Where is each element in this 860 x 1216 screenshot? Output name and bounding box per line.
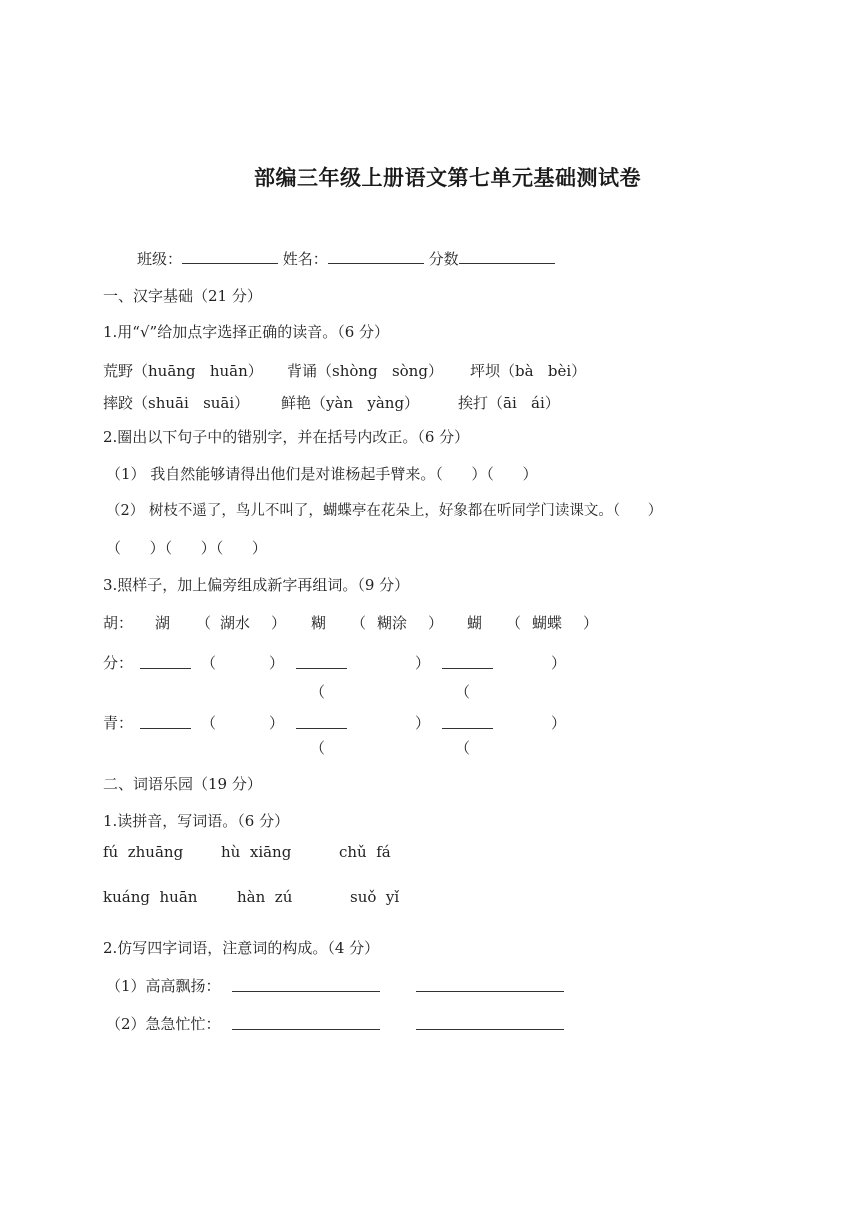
s2-q2-prompt: 2.仿写四字词语，注意词的构成。（4 分） <box>103 939 380 957</box>
q3-prompt: 3.照样子，加上偏旁组成新字再组词。（9 分） <box>103 576 410 594</box>
q1-option-5[interactable]: 鲜艳（yàn yàng） <box>281 394 420 412</box>
class-label: 班级： <box>137 250 183 268</box>
name-label: 姓名： <box>282 250 328 268</box>
example-word-3: 蝴蝶 <box>532 614 563 632</box>
example-rparen-3: ） <box>583 614 599 632</box>
example-lparen-2: （ <box>351 614 367 632</box>
q2-prompt: 2.圈出以下句子中的错别字，并在括号内改正。（6 分） <box>103 428 470 446</box>
s2-q1-prompt: 1.读拼音，写词语。（6 分） <box>103 812 290 830</box>
q2-sentence-2[interactable]: （2） 树枝不遥了，鸟儿不叫了，蝴蝶亭在花朵上，好象都在听同学门读课文。（ ） <box>106 503 663 519</box>
pinyin-3: chǔ fá <box>339 843 391 861</box>
page-title: 部编三年级上册语文第七单元基础测试卷 <box>254 166 641 190</box>
pinyin-4: kuáng huān <box>103 888 198 906</box>
example-char-2: 糊 <box>311 614 327 632</box>
score-blank[interactable] <box>459 248 555 264</box>
q1-option-3[interactable]: 坪坝（bà bèi） <box>470 362 587 380</box>
example-rparen-2: ） <box>428 614 444 632</box>
item2-blank-1[interactable] <box>232 1014 380 1030</box>
example-word-1: 湖水 <box>220 614 251 632</box>
example-lparen-3: （ <box>506 614 522 632</box>
pinyin-2: hù xiāng <box>221 843 292 861</box>
qing-lparen-3: （ <box>455 739 471 757</box>
q2-sentence-1[interactable]: （1） 我自然能够请得出他们是对谁杨起手臂来。（ ）（ ） <box>106 465 538 483</box>
example-rparen-1: ） <box>271 614 287 632</box>
item1-blank-1[interactable] <box>232 976 380 992</box>
example-char-1: 湖 <box>155 614 171 632</box>
q1-option-4[interactable]: 摔跤（shuāi suāi） <box>103 394 250 412</box>
q3-example-row <box>103 613 133 633</box>
qing-lparen-2: （ <box>310 739 326 757</box>
fen-blank-3[interactable] <box>442 653 493 669</box>
example-lparen-1: （ <box>196 614 212 632</box>
item1-blank-2[interactable] <box>416 976 564 992</box>
fen-lparen-1: （ <box>201 654 217 672</box>
name-blank[interactable] <box>328 248 424 264</box>
q1-option-2[interactable]: 背诵（shòng sòng） <box>287 362 443 380</box>
item2-blank-2[interactable] <box>416 1014 564 1030</box>
fen-blank-2[interactable] <box>296 653 347 669</box>
fen-rparen-2: ） <box>415 654 431 672</box>
qing-rparen-3: ） <box>551 714 567 732</box>
qing-lparen-1: （ <box>201 714 217 732</box>
fen-rparen-3: ） <box>551 654 567 672</box>
fen-lparen-2: （ <box>310 683 326 701</box>
qing-blank-3[interactable] <box>442 713 493 729</box>
q3-row-qing-label: 青： <box>103 714 134 732</box>
section1-heading: 一、汉字基础（21 分） <box>103 287 262 305</box>
pinyin-5: hàn zú <box>237 888 293 906</box>
qing-rparen-2: ） <box>415 714 431 732</box>
qing-blank-1[interactable] <box>140 713 191 729</box>
s2-q2-item-2: （2）急急忙忙： <box>106 1015 221 1033</box>
qing-blank-2[interactable] <box>296 713 347 729</box>
pinyin-6: suǒ yǐ <box>350 888 400 906</box>
q1-option-1[interactable]: 荒野（huāng huān） <box>103 362 263 380</box>
qing-rparen-1: ） <box>269 714 285 732</box>
q3-row-fen-label: 分： <box>103 654 134 672</box>
score-label: 分数 <box>428 250 459 268</box>
example-base: 胡： <box>103 614 134 632</box>
q2-sentence-2-answers[interactable]: （ ）（ ）（ ） <box>106 539 267 557</box>
student-info-line <box>137 248 555 269</box>
s2-q2-item-1: （1）高高飘扬： <box>106 977 221 995</box>
example-word-2: 糊涂 <box>377 614 408 632</box>
pinyin-1: fú zhuāng <box>103 843 184 861</box>
class-blank[interactable] <box>182 248 278 264</box>
fen-blank-1[interactable] <box>140 653 191 669</box>
fen-rparen-1: ） <box>269 654 285 672</box>
example-char-3: 蝴 <box>467 614 483 632</box>
q1-prompt: 1.用“√”给加点字选择正确的读音。（6 分） <box>103 323 390 341</box>
fen-lparen-3: （ <box>455 683 471 701</box>
q1-option-6[interactable]: 挨打（āi ái） <box>458 394 560 412</box>
section2-heading: 二、词语乐园（19 分） <box>103 775 262 793</box>
